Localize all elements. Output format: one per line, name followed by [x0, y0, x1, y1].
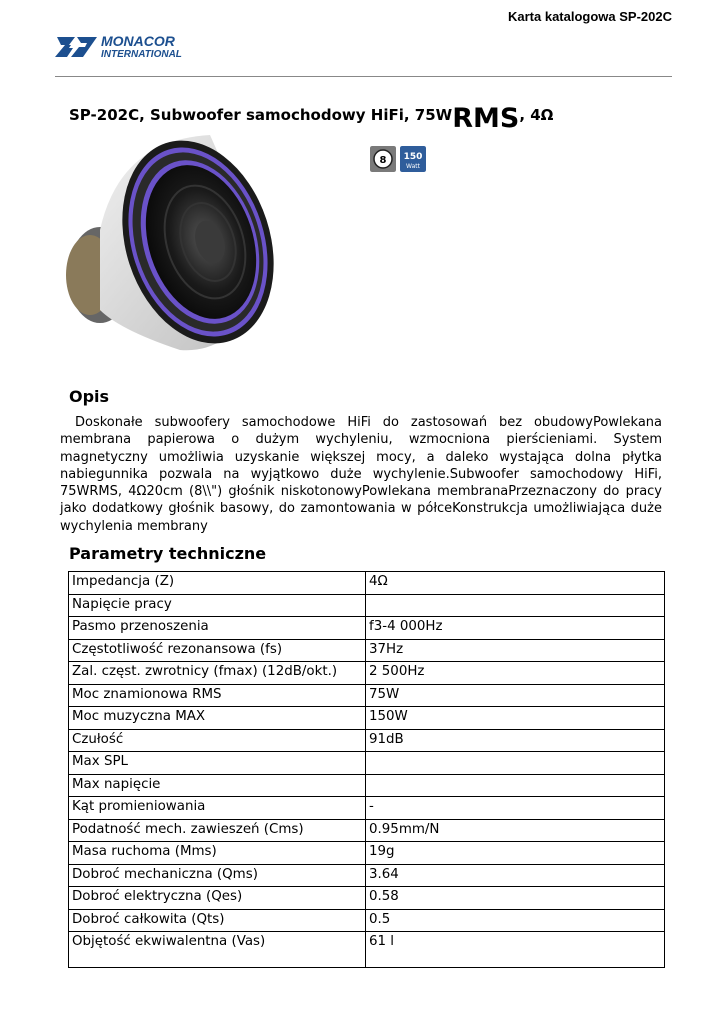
param-value: 61 l [366, 932, 665, 968]
table-row [69, 707, 665, 730]
param-value: 37Hz [366, 639, 665, 662]
product-title [69, 96, 554, 134]
param-value [366, 594, 665, 617]
param-name: Moc muzyczna MAX [69, 707, 366, 730]
param-name: Masa ruchoma (Mms) [69, 842, 366, 865]
badge-power-label: 150 [403, 152, 423, 162]
table-row [69, 752, 665, 775]
table-row [69, 797, 665, 820]
monacor-logo [55, 33, 195, 59]
param-value: f3-4 000Hz [366, 617, 665, 640]
param-value [366, 774, 665, 797]
param-value: 75W [366, 684, 665, 707]
param-name: Kąt promieniowania [69, 797, 366, 820]
param-name: Max SPL [69, 752, 366, 775]
param-name: Dobroć elektryczna (Qes) [69, 887, 366, 910]
table-row [69, 572, 665, 595]
power-150-watt-icon [400, 146, 426, 172]
param-value: 4Ω [366, 572, 665, 595]
param-value: 2 500Hz [366, 662, 665, 685]
params-heading: Parametry techniczne [69, 544, 267, 563]
subwoofer-image [60, 130, 275, 355]
table-row [69, 639, 665, 662]
opis-text: Doskonałe subwoofery samochodowe HiFi do zastosowań bez obudowyPowlekana membrana papierowa o dużym wychyleniu, wzmocniona pierścieniami. System magnetyczny umożliwia uzyskanie większej mocy, a daleko wystająca dolna płytka nabiegunnika pozwala na wyjątkowo duże wychylenie.Subwoofer samochodowy HiFi, 75WRMS, 4Ω20cm (8\\") głośnik niskotonowyPowlekana membranaPrzeznaczony do pracy jako dodatkowy głośnik basowy, do zamontowania w półceKonstrukcja umożliwiająca duże wychylenia membrany [60, 415, 662, 534]
param-name: Dobroć mechaniczna (Qms) [69, 864, 366, 887]
title-rms: RMS [452, 103, 520, 134]
param-value: 91dB [366, 729, 665, 752]
badge-power-sub: Watt [406, 163, 420, 170]
param-value: - [366, 797, 665, 820]
param-value: 150W [366, 707, 665, 730]
table-row [69, 864, 665, 887]
table-row [69, 662, 665, 685]
table-row [69, 932, 665, 968]
opis-heading: Opis [69, 387, 110, 406]
table-row [69, 842, 665, 865]
table-row [69, 729, 665, 752]
table-row [69, 887, 665, 910]
param-name: Napięcie pracy [69, 594, 366, 617]
param-name: Max napięcie [69, 774, 366, 797]
param-name: Impedancja (Z) [69, 572, 366, 595]
badge-impedance-label: 8 [379, 155, 387, 166]
catalog-label: Karta katalogowa SP-202C [507, 9, 672, 24]
table-row [69, 819, 665, 842]
table-row [69, 684, 665, 707]
logo-line1: MONACOR [101, 33, 175, 49]
param-name: Częstotliwość rezonansowa (fs) [69, 639, 366, 662]
title-prefix: SP-202C, Subwoofer samochodowy HiFi, 75W [69, 106, 453, 124]
param-name: Pasmo przenoszenia [69, 617, 366, 640]
param-name: Czułość [69, 729, 366, 752]
param-value: 0.5 [366, 909, 665, 932]
param-name: Zal. częst. zwrotnicy (fmax) (12dB/okt.) [69, 662, 366, 685]
params-table [68, 571, 665, 968]
table-row [69, 774, 665, 797]
table-row [69, 617, 665, 640]
header-divider [55, 76, 672, 77]
param-name: Objętość ekwiwalentna (Vas) [69, 932, 366, 968]
param-value: 3.64 [366, 864, 665, 887]
param-value [366, 752, 665, 775]
param-name: Dobroć całkowita (Qts) [69, 909, 366, 932]
table-row [69, 909, 665, 932]
title-suffix: , 4Ω [519, 106, 554, 124]
param-value: 0.58 [366, 887, 665, 910]
param-value: 19g [366, 842, 665, 865]
param-name: Podatność mech. zawieszeń (Cms) [69, 819, 366, 842]
param-name: Moc znamionowa RMS [69, 684, 366, 707]
impedance-8-ohm-icon [370, 146, 396, 172]
param-value: 0.95mm/N [366, 819, 665, 842]
table-row [69, 594, 665, 617]
spec-badges [370, 146, 426, 172]
logo-line2: INTERNATIONAL [101, 49, 182, 59]
